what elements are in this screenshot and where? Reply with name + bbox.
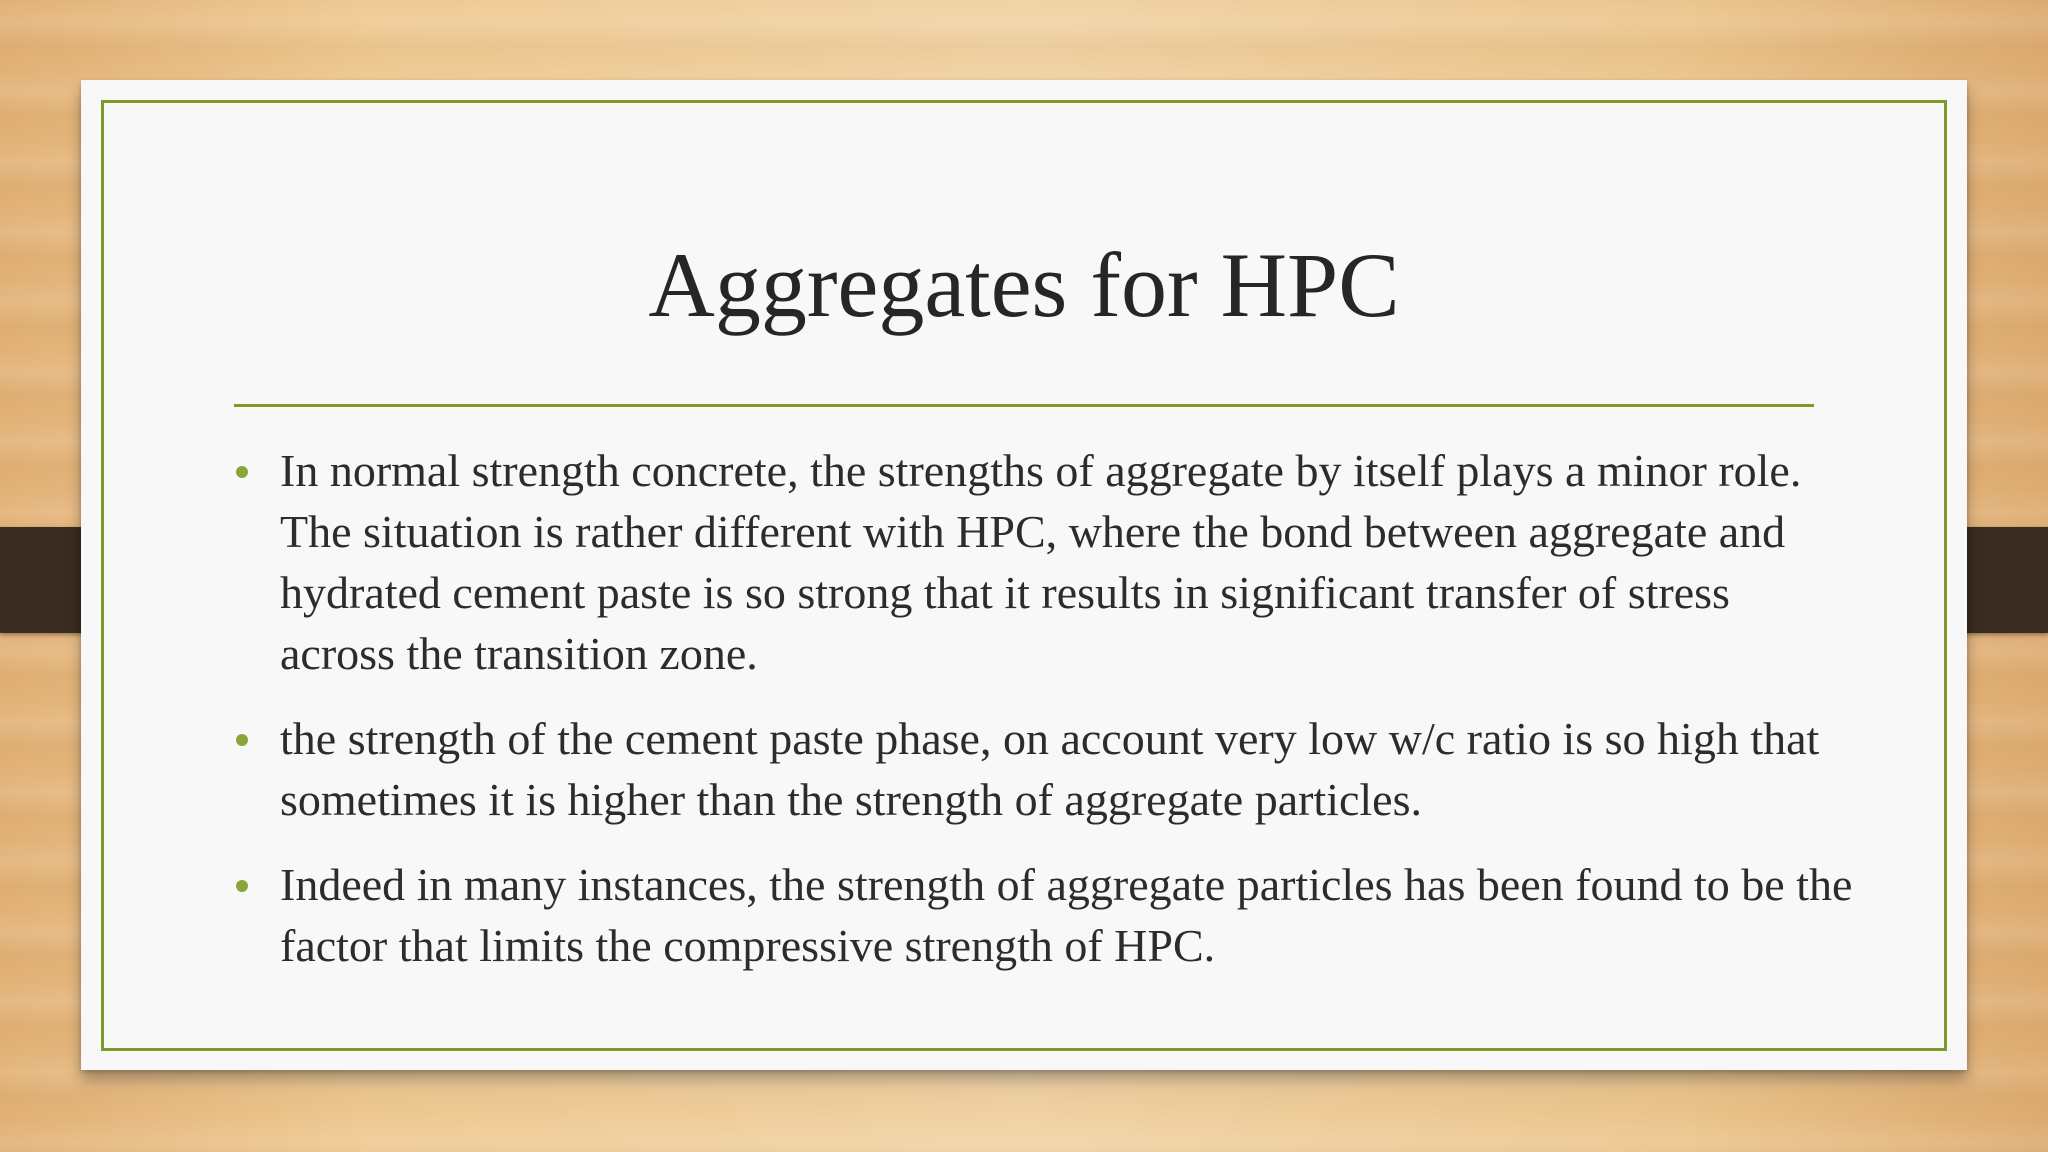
slide-card — [81, 80, 1967, 1070]
bullet-text: the strength of the cement paste phase, on account very low w/c ratio is so high that sometimes it is higher than the strength of aggregate particles. — [280, 713, 1820, 825]
bullet-dot-icon — [236, 734, 248, 746]
bullet-text: Indeed in many instances, the strength of aggregate particles has been found to be the factor that limits the compressive strength of HPC. — [280, 859, 1853, 971]
bullet-text: In normal strength concrete, the strengths of aggregate by itself plays a minor role. The situation is rather different with HPC, where the bond between aggregate and hydrated cement paste is so strong that it results in significant transfer of stress across the transition zone. — [280, 445, 1802, 679]
slide-title: Aggregates for HPC — [648, 234, 1400, 336]
bullet-dot-icon — [236, 880, 248, 892]
bullet-item — [234, 854, 1854, 976]
bullet-item — [234, 708, 1854, 830]
bullet-item — [234, 440, 1854, 684]
bullet-dot-icon — [236, 466, 248, 478]
title-divider — [234, 404, 1814, 407]
bullet-list — [234, 440, 1854, 1000]
